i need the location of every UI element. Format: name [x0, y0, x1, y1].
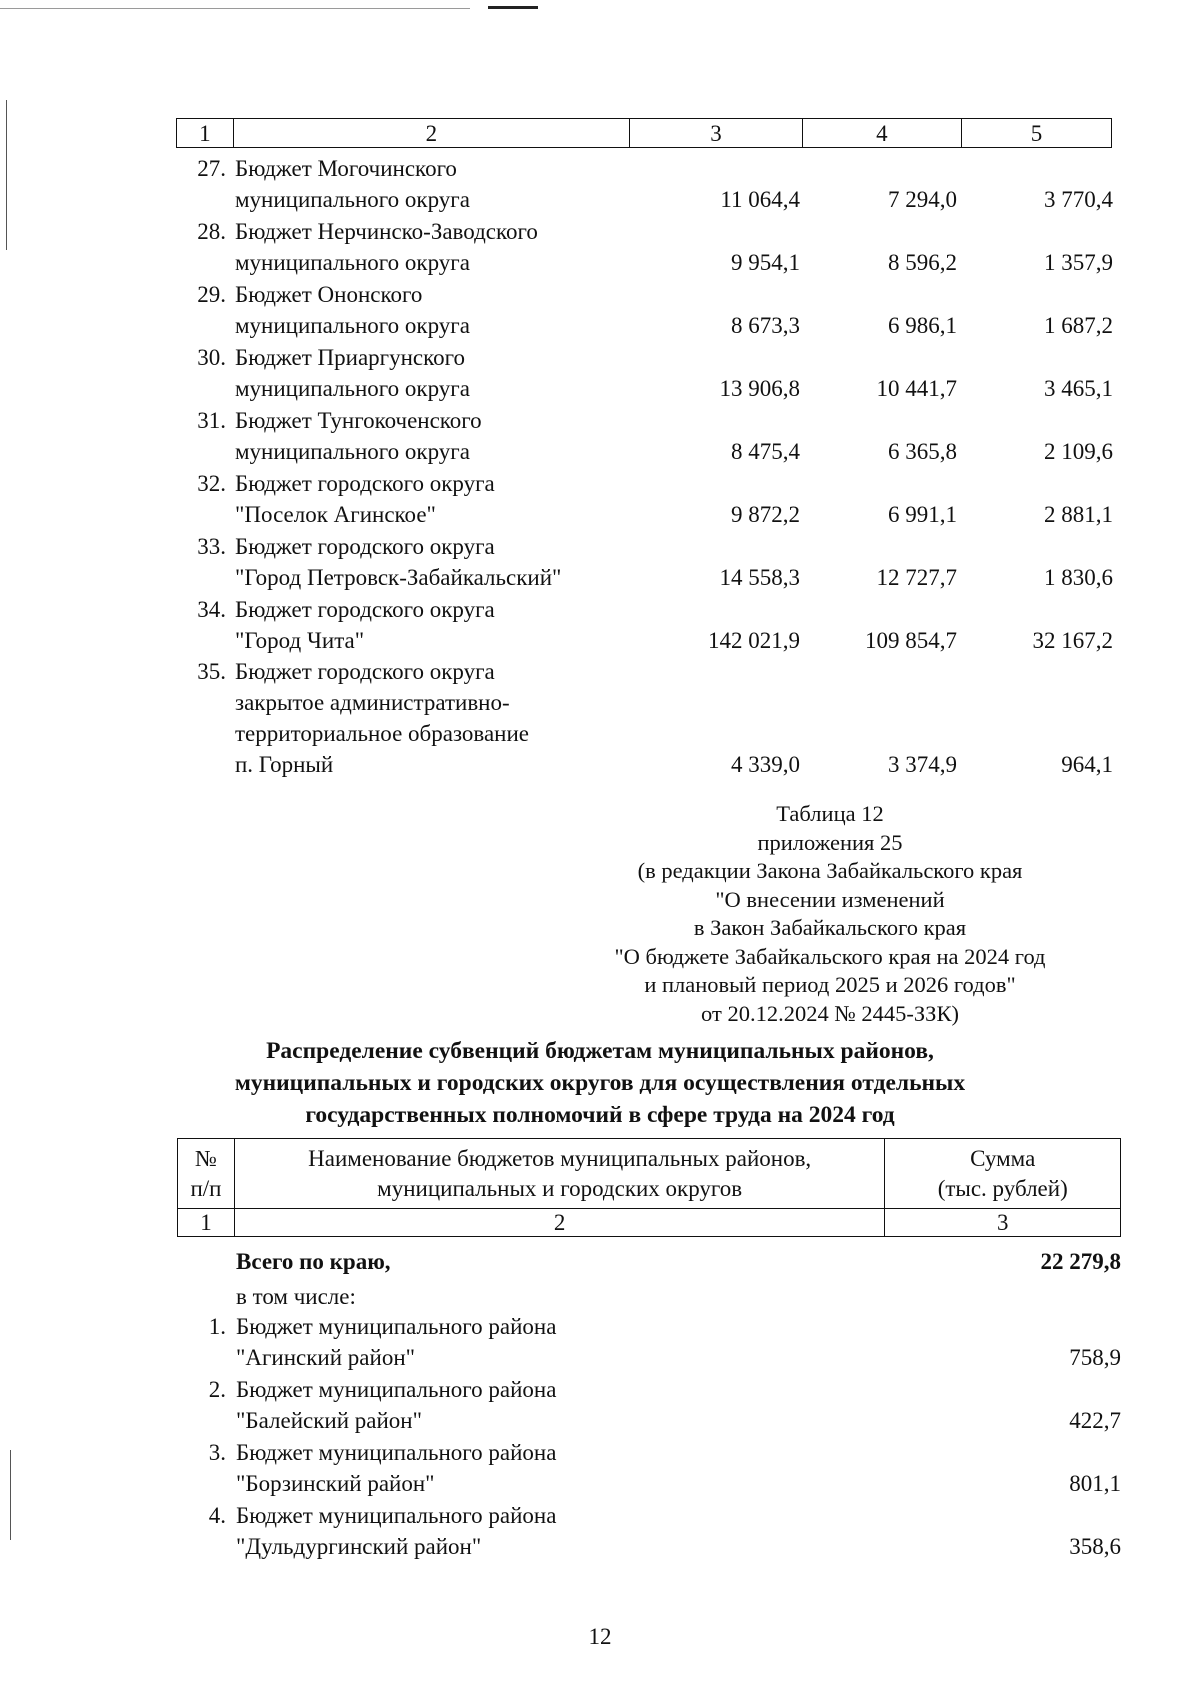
row-value-3: 1 357,9 — [1044, 250, 1113, 275]
row-number: 31. — [197, 408, 226, 433]
row-value-2: 6 986,1 — [888, 313, 957, 338]
table12-header — [177, 1138, 1121, 1237]
row-name-line1: Бюджет городского округа — [235, 534, 495, 559]
col-number-2: 2 — [233, 119, 629, 148]
row-name-line1: Бюджет городского округа — [235, 597, 495, 622]
row-value-1: 142 021,9 — [708, 628, 800, 653]
row-name-line1: Бюджет Нерчинско-Заводского — [235, 219, 538, 244]
row-name-line1: Бюджет Тунгокоченского — [235, 408, 482, 433]
row-value-2: 12 727,7 — [876, 565, 957, 590]
row-name-line1: Бюджет муниципального района — [236, 1377, 557, 1402]
header-sum-cell — [885, 1139, 1121, 1209]
row-value-1: 8 673,3 — [731, 313, 800, 338]
header-name-line1: Наименование бюджетов муниципальных районов, — [308, 1145, 812, 1171]
row-name-line2: "Дульдургинский район" — [236, 1534, 482, 1559]
header-sum-line2: (тыс. рублей) — [937, 1175, 1068, 1201]
row-name-line2: муниципального округа — [235, 376, 470, 401]
row-name-line4: п. Горный — [235, 752, 334, 777]
row-value: 758,9 — [1069, 1345, 1121, 1370]
appendix-line: "О бюджете Забайкальского края на 2024 год — [614, 943, 1046, 969]
row-value-1: 9 872,2 — [731, 502, 800, 527]
row-name-line1: Бюджет муниципального района — [236, 1440, 557, 1465]
row-name-line1: Бюджет городского округа — [235, 471, 495, 496]
row-value-2: 7 294,0 — [888, 187, 957, 212]
row-value-2: 6 991,1 — [888, 502, 957, 527]
row-name-line2: закрытое административно- — [235, 690, 510, 715]
row-name-line1: Бюджет муниципального района — [236, 1314, 557, 1339]
scan-left-edge — [6, 100, 7, 250]
row-name-line2: "Поселок Агинское" — [235, 502, 436, 527]
row-value-3: 3 465,1 — [1044, 376, 1113, 401]
appendix-line: приложения 25 — [757, 829, 903, 855]
row-name-line1: Бюджет муниципального района — [236, 1503, 557, 1528]
total-label: Всего по краю, — [236, 1249, 391, 1274]
document-title — [180, 1035, 1020, 1131]
appendix-line: от 20.12.2024 № 2445-ЗЗК) — [701, 1000, 959, 1026]
row-name-line2: "Балейский район" — [236, 1408, 422, 1433]
row-name-line3: территориальное образование — [235, 721, 530, 746]
row-value-1: 11 064,4 — [720, 187, 800, 212]
title-line: государственных полномочий в сфере труда на 2024 год — [305, 1102, 895, 1128]
header-name-line2: муниципальных и городских округов — [377, 1175, 743, 1201]
appendix-line: (в редакции Закона Забайкальского края — [637, 858, 1023, 883]
total-value: 22 279,8 — [1040, 1249, 1121, 1274]
appendix-line: и плановый период 2025 и 2026 годов" — [644, 972, 1016, 997]
row-value-2: 109 854,7 — [865, 628, 957, 653]
row-name-line2: "Агинский район" — [236, 1345, 416, 1370]
row-value-1: 9 954,1 — [731, 250, 800, 275]
row-value-2: 8 596,2 — [888, 250, 957, 275]
col-number-4: 4 — [802, 119, 961, 148]
table11-column-header — [176, 118, 1112, 148]
col-number-3: 3 — [885, 1209, 1121, 1237]
row-value: 801,1 — [1069, 1471, 1121, 1496]
row-value-2: 3 374,9 — [888, 752, 957, 777]
row-name-line2: "Город Петровск-Забайкальский" — [235, 565, 562, 590]
row-name-line2: муниципального округа — [235, 313, 470, 338]
row-value-3: 2 881,1 — [1044, 502, 1113, 527]
row-number: 1. — [208, 1314, 226, 1339]
header-number-line1: № — [194, 1145, 217, 1171]
row-number: 29. — [197, 282, 226, 307]
header-name-cell — [234, 1139, 885, 1209]
col-number-1: 1 — [177, 119, 234, 148]
title-line: муниципальных и городских округов для осуществления отдельных — [234, 1070, 966, 1096]
row-value-3: 3 770,4 — [1044, 187, 1113, 212]
header-number-line2: п/п — [190, 1175, 222, 1201]
row-name-line1: Бюджет Могочинского — [235, 156, 457, 181]
row-name-line1: Бюджет Приаргунского — [235, 345, 465, 370]
including-label: в том числе: — [236, 1284, 356, 1309]
row-value-3: 1 830,6 — [1044, 565, 1113, 590]
row-value-1: 13 906,8 — [719, 376, 800, 401]
row-number: 27. — [197, 156, 226, 181]
col-number-1: 1 — [178, 1209, 235, 1237]
row-value: 422,7 — [1069, 1408, 1121, 1433]
row-number: 4. — [208, 1503, 226, 1528]
row-value-3: 2 109,6 — [1044, 439, 1113, 464]
row-value-2: 10 441,7 — [876, 376, 957, 401]
appendix-reference — [560, 800, 1100, 1028]
scan-top-line — [0, 8, 470, 9]
row-value-3: 1 687,2 — [1044, 313, 1113, 338]
scan-top-mark — [488, 6, 538, 9]
header-number-cell — [178, 1139, 235, 1209]
col-number-3: 3 — [630, 119, 803, 148]
row-value: 358,6 — [1069, 1534, 1121, 1559]
row-number: 2. — [208, 1377, 226, 1402]
row-number: 28. — [197, 219, 226, 244]
scan-left-edge-lower — [10, 1450, 11, 1540]
row-value-1: 4 339,0 — [731, 752, 800, 777]
row-value-3: 964,1 — [1061, 752, 1113, 777]
row-value-1: 14 558,3 — [719, 565, 800, 590]
row-name-line2: "Город Чита" — [235, 628, 365, 653]
header-sum-line1: Сумма — [970, 1145, 1036, 1171]
row-name-line2: муниципального округа — [235, 187, 470, 212]
row-value-2: 6 365,8 — [888, 439, 957, 464]
row-name-line2: "Борзинский район" — [236, 1471, 435, 1496]
title-line: Распределение субвенций бюджетам муниципальных районов, — [266, 1038, 934, 1064]
row-name-line1: Бюджет Ононского — [235, 282, 423, 307]
row-number: 30. — [197, 345, 226, 370]
appendix-line: "О внесении изменений — [715, 886, 945, 912]
col-number-2: 2 — [234, 1209, 885, 1237]
row-number: 3. — [208, 1440, 226, 1465]
appendix-line: Таблица 12 — [776, 801, 884, 826]
row-name-line1: Бюджет городского округа — [235, 659, 495, 684]
col-number-5: 5 — [961, 119, 1111, 148]
row-value-1: 8 475,4 — [731, 439, 800, 464]
row-name-line2: муниципального округа — [235, 439, 470, 464]
page-number: 12 — [588, 1624, 612, 1649]
row-number: 35. — [197, 659, 226, 684]
row-name-line2: муниципального округа — [235, 250, 470, 275]
row-number: 34. — [197, 597, 226, 622]
row-number: 33. — [197, 534, 226, 559]
appendix-line: в Закон Забайкальского края — [693, 915, 967, 940]
row-number: 32. — [197, 471, 226, 496]
row-value-3: 32 167,2 — [1032, 628, 1113, 653]
